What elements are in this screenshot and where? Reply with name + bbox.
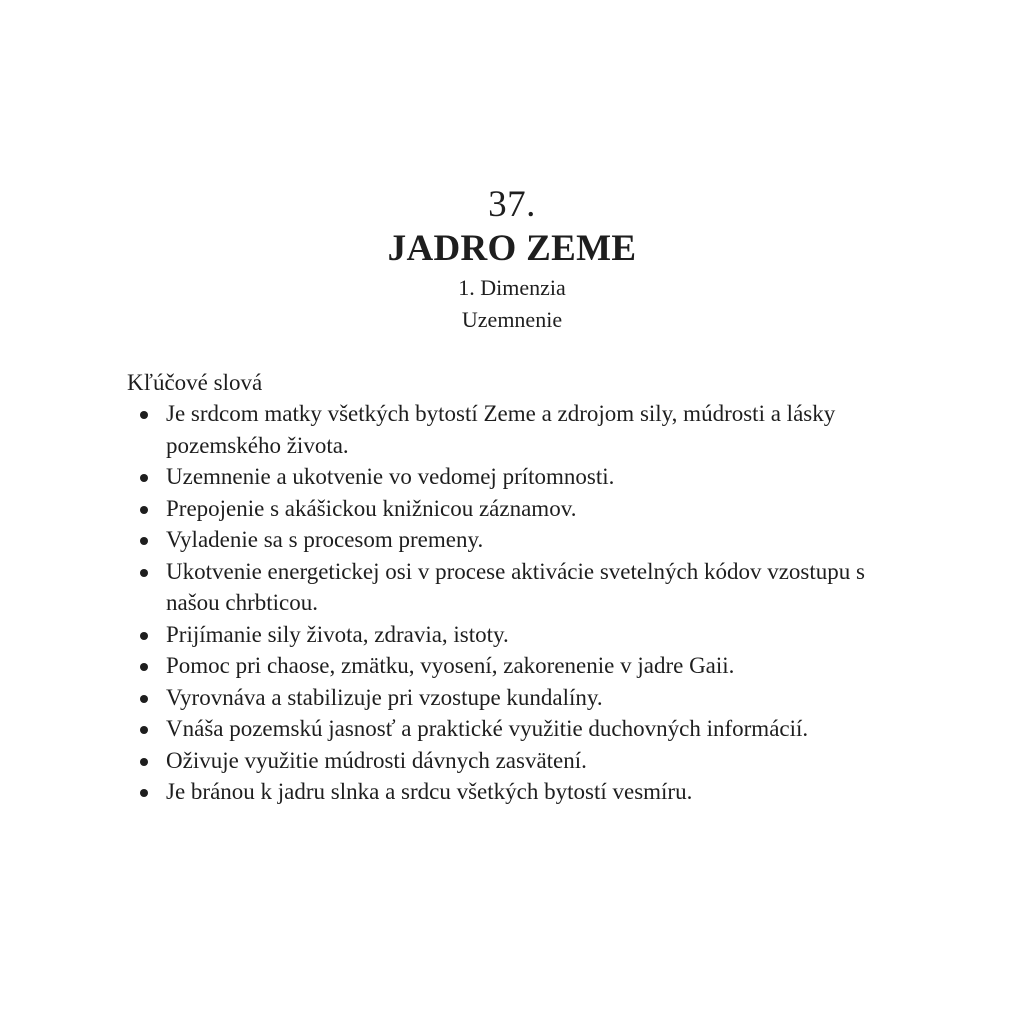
list-item xyxy=(127,619,887,651)
bullet-icon xyxy=(140,695,148,703)
list-item xyxy=(127,682,887,714)
chapter-heading xyxy=(0,183,1024,335)
list-item xyxy=(127,713,887,745)
bullet-icon xyxy=(140,411,148,419)
list-item-text: Je bránou k jadru slnka a srdcu všetkých bytostí vesmíru. xyxy=(166,779,693,804)
keywords-section xyxy=(127,367,887,808)
chapter-number: 37. xyxy=(488,184,536,225)
bullet-icon xyxy=(140,506,148,514)
list-item-text: Vyrovnáva a stabilizuje pri vzostupe kundalíny. xyxy=(166,684,603,710)
list-item-text: Vnáša pozemskú jasnosť a praktické využitie duchovných informácií. xyxy=(166,716,809,741)
bullet-icon xyxy=(140,632,148,640)
list-item xyxy=(127,461,887,493)
chapter-subtitle: Uzemnenie xyxy=(461,307,563,332)
list-item-text: Uzemnenie a ukotvenie vo vedomej prítomnosti. xyxy=(166,464,615,489)
list-item-text: Je srdcom matky všetkých bytostí Zeme a zdrojom sily, múdrosti a lásky pozemského života. xyxy=(166,401,836,458)
bullet-icon xyxy=(140,663,148,671)
list-item xyxy=(127,776,887,808)
list-item-text: Prepojenie s akášickou knižnicou záznamov. xyxy=(166,495,577,521)
list-item xyxy=(127,524,887,556)
bullet-icon xyxy=(140,789,148,797)
bullet-icon xyxy=(140,758,148,766)
list-item-text: Prijímanie sily života, zdravia, istoty. xyxy=(166,621,509,647)
keywords-label: Kľúčové slová xyxy=(127,370,263,395)
bullet-icon xyxy=(140,726,148,734)
list-item-text: Pomoc pri chaose, zmätku, vyosení, zakorenenie v jadre Gaii. xyxy=(166,653,735,678)
list-item-text: Oživuje využitie múdrosti dávnych zasvätení. xyxy=(166,747,587,773)
chapter-dimension: 1. Dimenzia xyxy=(458,275,566,300)
list-item xyxy=(127,745,887,777)
chapter-title: JADRO ZEME xyxy=(387,228,637,269)
list-item xyxy=(127,556,887,619)
bullet-icon xyxy=(140,537,148,545)
list-item xyxy=(127,493,887,525)
bullet-icon xyxy=(140,474,148,482)
keywords-list xyxy=(127,398,887,808)
list-item xyxy=(127,398,887,461)
list-item-text: Vyladenie sa s procesom premeny. xyxy=(166,527,484,552)
list-item-text: Ukotvenie energetickej osi v procese aktivácie svetelných kódov vzostupu s našou chrbticou. xyxy=(166,558,865,615)
list-item xyxy=(127,650,887,682)
bullet-icon xyxy=(140,569,148,577)
